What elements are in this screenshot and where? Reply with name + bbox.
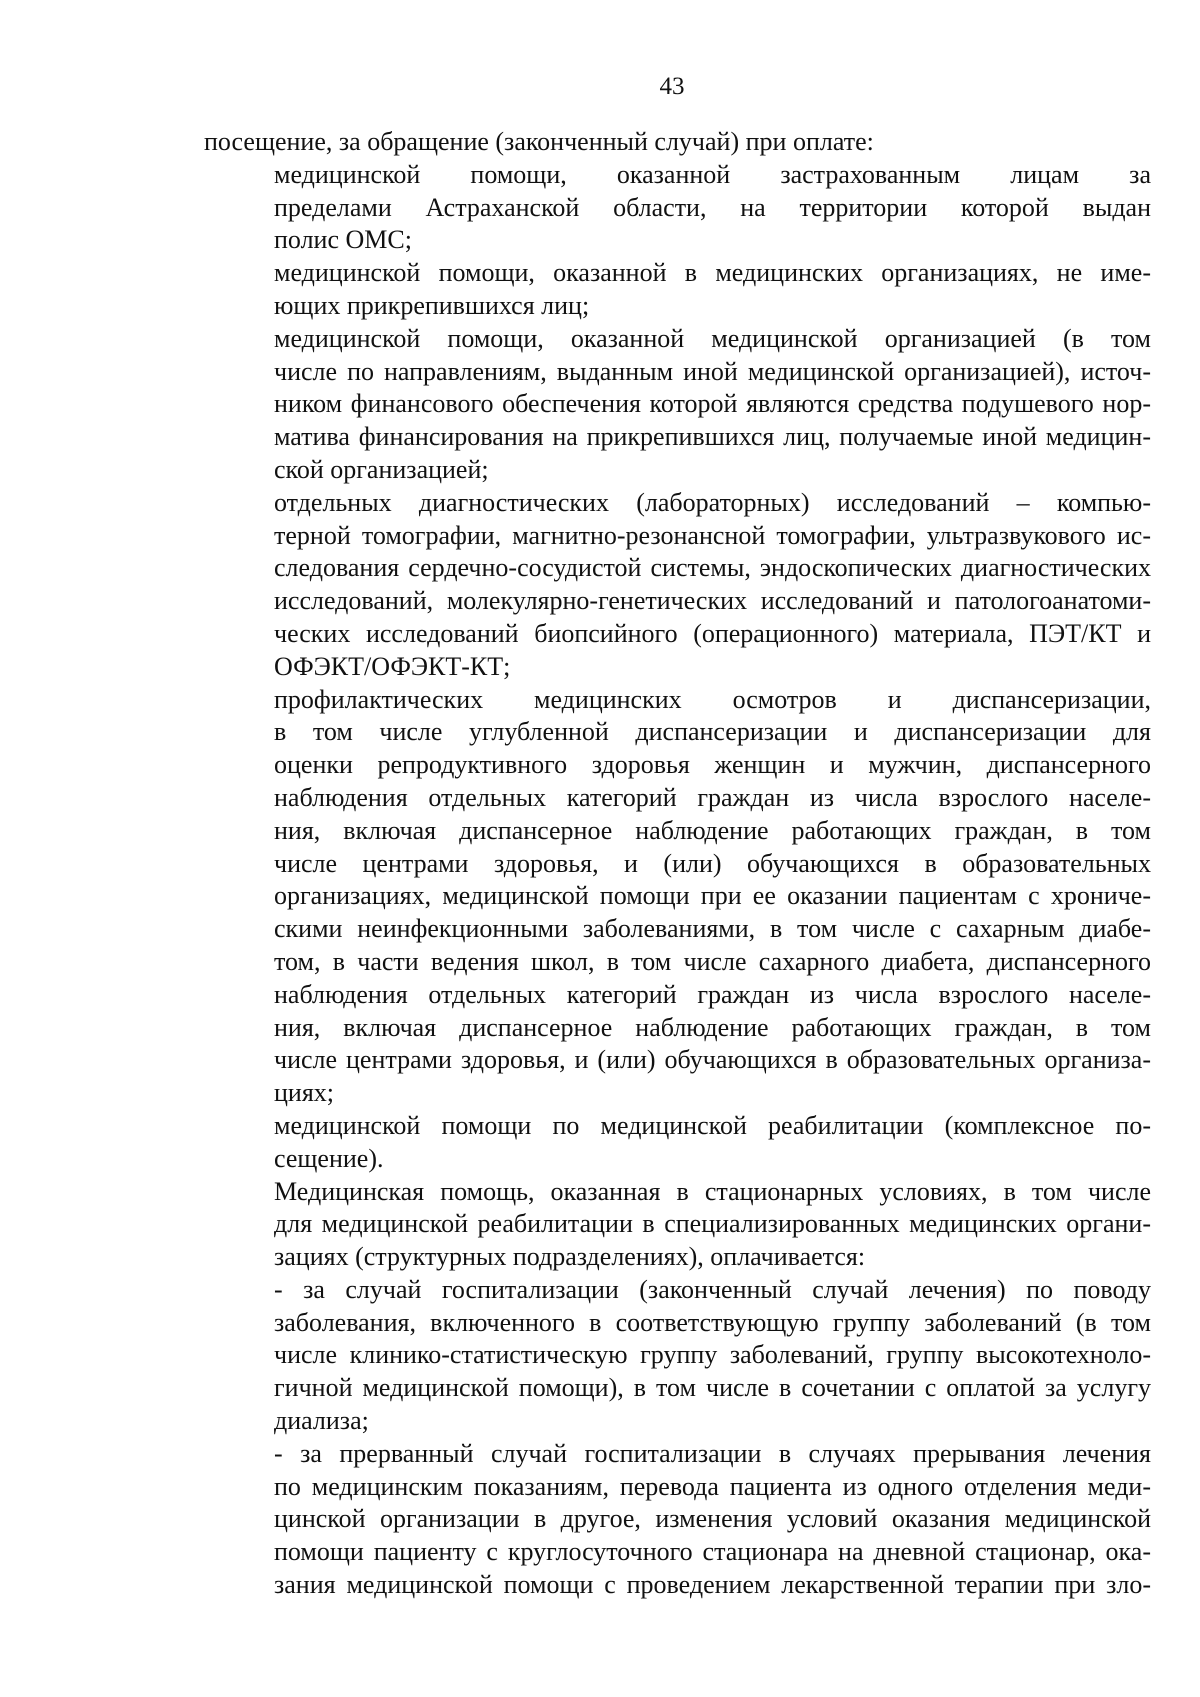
text-line: числе клинико-статистическую группу заболеваний, группу высокотехноло- [274,1340,1151,1370]
text-line: ческих исследований биопсийного (операционного) материала, ПЭТ/КТ и [274,618,1151,648]
paragraph-p3 [204,257,1151,323]
text-line: медицинской помощи, оказанной медицинской организацией (в том [274,323,1151,353]
text-line: ОФЭКТ/ОФЭКТ-КТ; [274,651,511,681]
text-line: отдельных диагностических (лабораторных) исследований – компью- [274,487,1151,517]
text-line: - за случай госпитализации (законченный случай лечения) по поводу [274,1274,1151,1304]
text-line: числе центрами здоровья, и (или) обучающихся в образовательных организа- [274,1045,1151,1075]
text-line: ния, включая диспансерное наблюдение работающих граждан, в том [274,1012,1151,1042]
text-line: в том числе углубленной диспансеризации и диспансеризации для [274,717,1151,747]
text-line: посещение, за обращение (законченный случай) при оплате: [204,127,874,156]
paragraph-p8 [204,1176,1151,1274]
text-line: ской организацией; [274,454,489,484]
paragraph-p10 [204,1438,1151,1602]
text-line: помощи пациенту с круглосуточного стационара на дневной стационар, ока- [274,1537,1151,1567]
text-line: ником финансового обеспечения которой являются средства подушевого нор- [274,389,1151,419]
text-line: - за прерванный случай госпитализации в случаях прерывания лечения [274,1438,1151,1468]
text-line: том, в части ведения школ, в том числе сахарного диабета, диспансерного [274,946,1151,976]
text-line: наблюдения отдельных категорий граждан из числа взрослого населе- [274,782,1151,812]
text-line: зациях (структурных подразделениях), оплачивается: [274,1242,866,1272]
text-line: медицинской помощи по медицинской реабилитации (комплексное по- [274,1110,1151,1140]
text-line: цинской организации в другое, изменения условий оказания медицинской [274,1504,1151,1534]
text-line: профилактических медицинских осмотров и диспансеризации, [274,684,1151,714]
text-line: терной томографии, магнитно-резонансной томографии, ультразвукового ис- [274,520,1151,550]
text-line: медицинской помощи, оказанной застрахованным лицам за [274,159,1151,189]
text-line: полис ОМС; [274,225,412,255]
text-line: организациях, медицинской помощи при ее оказании пациентам с хрониче- [274,881,1151,911]
text-line: зания медицинской помощи с проведением лекарственной терапии при зло- [274,1570,1151,1600]
text-line: следования сердечно-сосудистой системы, эндоскопических диагностических [274,553,1151,583]
text-line: матива финансирования на прикрепившихся лиц, получаемые иной медицин- [274,422,1151,452]
text-line: для медицинской реабилитации в специализированных медицинских органи- [274,1209,1151,1239]
text-line: числе по направлениям, выданным иной медицинской организацией), источ- [274,356,1151,386]
paragraph-p9 [204,1274,1151,1438]
paragraph-p1 [204,126,1151,159]
text-line: сещение). [274,1143,384,1173]
paragraph-p7 [204,1110,1151,1176]
document-body [204,126,1151,1602]
text-line: медицинской помощи, оказанной в медицинских организациях, не име- [274,258,1151,288]
paragraph-p4 [204,323,1151,487]
text-line: ющих прикрепившихся лиц; [274,290,590,320]
text-line: по медицинским показаниям, перевода пациента из одного отделения меди- [274,1471,1151,1501]
text-line: циях; [274,1078,335,1108]
paragraph-p2 [204,159,1151,257]
text-line: заболевания, включенного в соответствующую группу заболеваний (в том [274,1307,1151,1337]
paragraph-p6 [204,684,1151,1110]
page-number: 43 [659,73,685,100]
text-line: пределами Астраханской области, на территории которой выдан [274,192,1151,222]
text-line: гичной медицинской помощи), в том числе в сочетании с оплатой за услугу [274,1373,1151,1403]
text-line: ния, включая диспансерное наблюдение работающих граждан, в том [274,815,1151,845]
text-line: Медицинская помощь, оказанная в стационарных условиях, в том числе [274,1176,1151,1206]
text-line: наблюдения отдельных категорий граждан из числа взрослого населе- [274,979,1151,1009]
text-line: диализа; [274,1406,369,1436]
paragraph-p5 [204,487,1151,684]
text-line: исследований, молекулярно-генетических исследований и патологоанатоми- [274,586,1151,616]
text-line: скими неинфекционными заболеваниями, в том числе с сахарным диабе- [274,914,1151,944]
text-line: числе центрами здоровья, и (или) обучающихся в образовательных [274,848,1151,878]
text-line: оценки репродуктивного здоровья женщин и мужчин, диспансерного [274,750,1151,780]
